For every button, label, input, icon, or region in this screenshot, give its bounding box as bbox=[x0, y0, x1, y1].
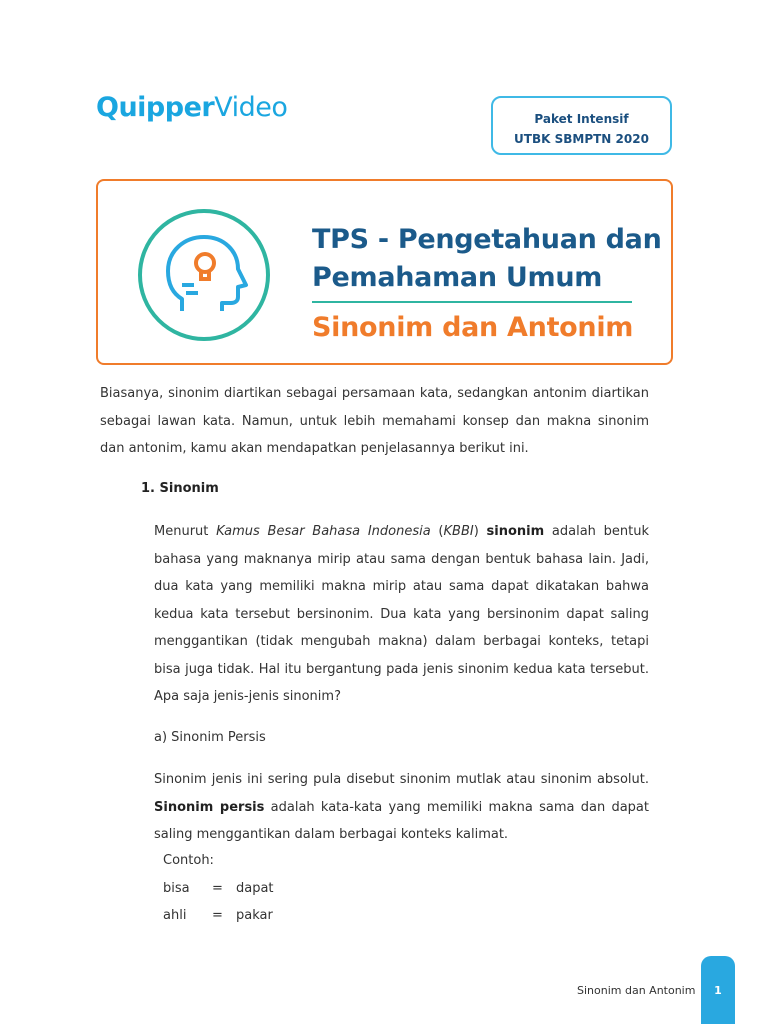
logo-brand: Quipper bbox=[96, 92, 215, 123]
example-equals: = bbox=[212, 908, 223, 923]
footer-title: Sinonim dan Antonim bbox=[577, 984, 696, 997]
example-word: bisa bbox=[163, 881, 190, 896]
section-heading-sinonim: 1. Sinonim bbox=[141, 481, 219, 496]
paket-line2: UTBK SBMPTN 2020 bbox=[514, 132, 649, 146]
example-word: ahli bbox=[163, 908, 187, 923]
page-number: 1 bbox=[701, 956, 735, 1024]
quipper-video-logo bbox=[96, 92, 287, 123]
sinonim-persis-paragraph: Sinonim jenis ini sering pula disebut sinonim mutlak atau sinonim absolut. Sinonim persis adalah kata-kata yang memiliki makna sama dan dapat saling menggantikan dalam berbagai konteks kalimat. bbox=[154, 772, 649, 842]
topic-header bbox=[96, 179, 673, 365]
example-synonym: dapat bbox=[236, 881, 274, 896]
title-line2: Pemahaman Umum bbox=[312, 262, 603, 293]
sinonim-paragraph: Menurut Kamus Besar Bahasa Indonesia (KBBI) sinonim adalah bentuk bahasa yang maknanya mirip atau sama dengan bentuk bahasa lain. Jadi, dua kata yang memiliki makna mirip atau sama dapat dikatakan bahwa kedua kata tersebut bersinonim. Dua kata yang bersinonim dapat saling menggantikan (tidak mengubah makna) dalam berbagai konteks, tetapi bisa juga tidak. Hal itu bergantung pada jenis sinonim kedua kata tersebut. Apa saja jenis-jenis sinonim? bbox=[154, 524, 649, 704]
contoh-label: Contoh: bbox=[163, 853, 214, 868]
topic-title bbox=[312, 221, 662, 297]
subheading-sinonim-persis: a) Sinonim Persis bbox=[154, 730, 266, 745]
example-equals: = bbox=[212, 881, 223, 896]
title-line1: TPS - Pengetahuan dan bbox=[312, 224, 662, 255]
title-divider bbox=[312, 301, 632, 303]
example-synonym: pakar bbox=[236, 908, 273, 923]
intro-paragraph: Biasanya, sinonim diartikan sebagai persamaan kata, sedangkan antonim diartikan sebagai lawan kata. Namun, untuk lebih memahami konsep dan makna sinonim dan antonim, kamu akan mendapatkan penjelasannya berikut ini. bbox=[100, 386, 649, 456]
paket-line1: Paket Intensif bbox=[534, 112, 629, 126]
logo-product: Video bbox=[214, 92, 288, 123]
paket-badge bbox=[491, 96, 672, 155]
head-lightbulb-icon bbox=[138, 209, 270, 341]
topic-subtitle: Sinonim dan Antonim bbox=[312, 312, 634, 343]
